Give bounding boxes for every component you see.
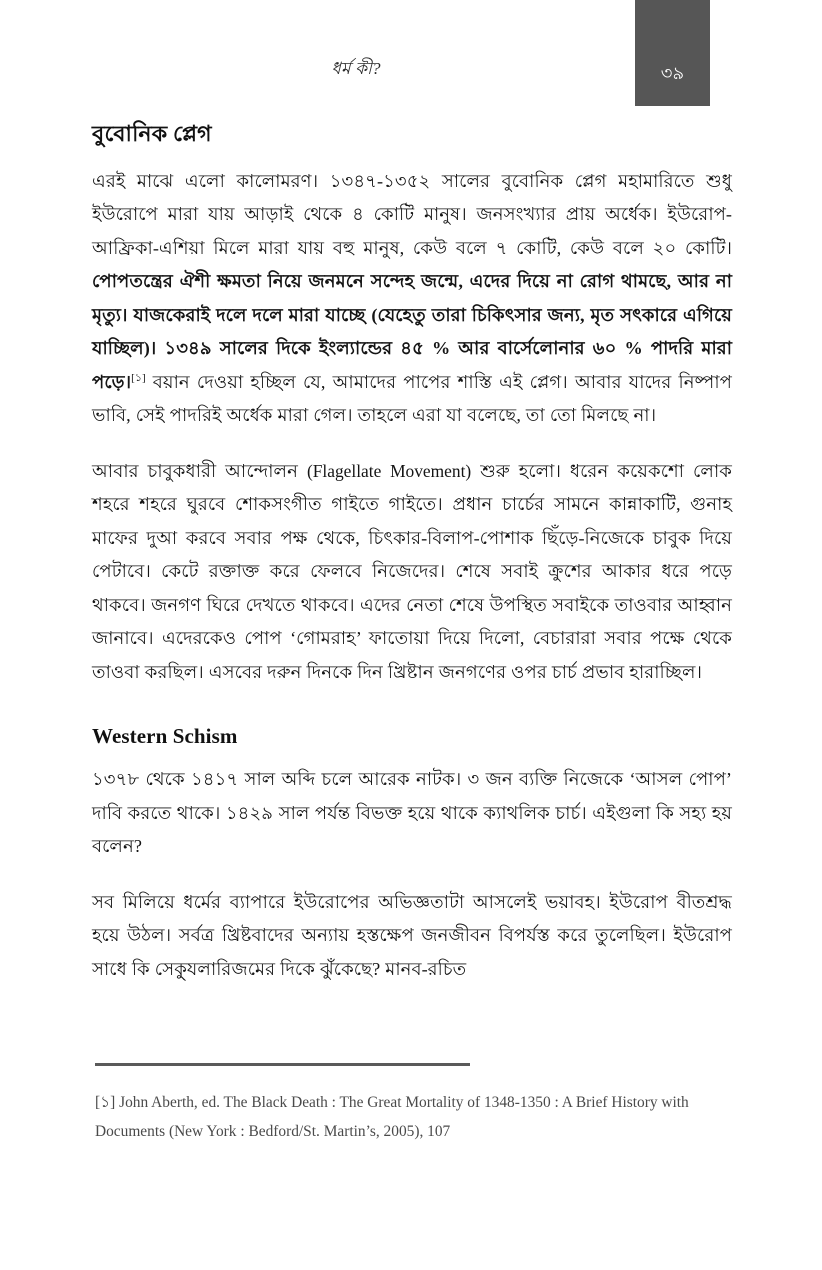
paragraph-1-tail: বয়ান দেওয়া হচ্ছিল যে, আমাদের পাপের শাস্তি এই প্লেগ। আবার যাদের নিষ্পাপ ভাবি, সেই পাদরিই অর্ধেক মারা গেল। তাহলে এরা যা বলেছে, তা তো মিলছে না। [92, 371, 732, 426]
paragraph-western-schism: ১৩৭৮ থেকে ১৪১৭ সাল অব্দি চলে আরেক নাটক। ৩ জন ব্যক্তি নিজেকে ‘আসল পোপ’ দাবি করতে থাকে। ১৪২৯ সাল পর্যন্ত বিভক্ত হয়ে থাকে ক্যাথলিক চার্চ। এইগুলা কি সহ্য হয় বলেন? [92, 769, 732, 857]
running-header-title: ধর্ম কী? [331, 59, 381, 78]
footnote-zone [95, 1063, 735, 1146]
page-content [92, 120, 732, 986]
paragraph-2-after-latin: শুরু হলো। ধরেন কয়েকশো লোক শহরে শহরে ঘুরবে শোকসংগীত গাইতে গাইতে। প্রধান চার্চের সামনে কান্নাকাটি, গুনাহ মাফের দুআ করবে সবার পক্ষ থেকে, চিৎকার-বিলাপ-পোশাক ছিঁড়ে-নিজেকে চাবুক দিয়ে পেটাবে। কেটে রক্তাক্ত করে ফেলবে নিজেদের। শেষে সবাই ক্রুশের আকার ধরে পড়ে থাকবে। জনগণ ঘিরে দেখতে থাকবে। এদের নেতা শেষে উপস্থিত সবাইকে তাওবার আহ্বান জানাবে। এদেরকেও পোপ ‘গোমরাহ’ ফাতোয়া দিয়ে দিলো, বেচারারা সবার পক্ষে থেকে তাওবা করছিল। এসবের দরুন দিনকে দিন খ্রিষ্টান জনগণের ওপর চার্চ প্রভাব হারাচ্ছিল। [92, 460, 732, 682]
paragraph-2-before-latin: আবার চাবুকধারী আন্দোলন [92, 460, 307, 481]
page-number-tab [635, 0, 710, 106]
footnote-reference-1[interactable]: [১] [131, 371, 146, 384]
section-heading-bubonic-plague: বুবোনিক প্লেগ [92, 121, 212, 146]
paragraph-bubonic-plague [92, 165, 732, 433]
latin-term-flagellate-movement: (Flagellate Movement) [306, 460, 472, 481]
footnote-marker: [১] [95, 1094, 116, 1111]
paragraph-europe-secularism: সব মিলিয়ে ধর্মের ব্যাপারে ইউরোপের অভিজ্ঞতাটা আসলেই ভয়াবহ। ইউরোপ বীতশ্রদ্ধ হয়ে উঠল। সর্বত্র খ্রিষ্টবাদের অন্যায় হস্তক্ষেপ জনজীবন বিপর্যস্ত করে তুলেছিল। ইউরোপ সাধে কি সেকু্যলারিজমের দিকে ঝুঁকেছে? মানব-রচিত [92, 891, 732, 979]
paragraph-flagellate-movement [92, 455, 732, 690]
footnote-entry-1 [95, 1088, 715, 1146]
footnote-separator-rule [95, 1063, 470, 1066]
paragraph-1-lead: এরই মাঝে এলো কালোমরণ। ১৩৪৭-১৩৫২ সালের বুবোনিক প্লেগ মহামারিতে শুধু ইউরোপে মারা যায় আড়াই থেকে ৪ কোটি মানুষ। জনসংখ্যার প্রায় অর্ধেক। ইউরোপ-আফ্রিকা-এশিয়া মিলে মারা যায় বহু মানুষ, কেউ বলে ৭ কোটি, কেউ বলে ২০ কোটি। [92, 170, 732, 258]
page-number: ৩৯ [660, 63, 685, 83]
section-heading-western-schism: Western Schism [92, 724, 238, 749]
footnote-citation-text: John Aberth, ed. The Black Death : The Great Mortality of 1348-1350 : A Brief History with Documents (New York : Bedford/St. Martin’s, 2005), 107 [95, 1094, 689, 1140]
paragraph-1-bold-text: পোপতন্ত্রের ঐশী ক্ষমতা নিয়ে জনমনে সন্দেহ জন্মে, এদের দিয়ে না রোগ থামছে, আর না মৃত্যু। যাজকেরাই দলে দলে মারা যাচ্ছে (যেহেতু তারা চিকিৎসার জন্য, মৃত সৎকারে এগিয়ে যাচ্ছিল)। ১৩৪৯ সালের দিকে ইংল্যান্ডের ৪৫ % আর বার্সেলোনার ৬০ % পাদরি মারা পড়ে। [92, 271, 732, 392]
